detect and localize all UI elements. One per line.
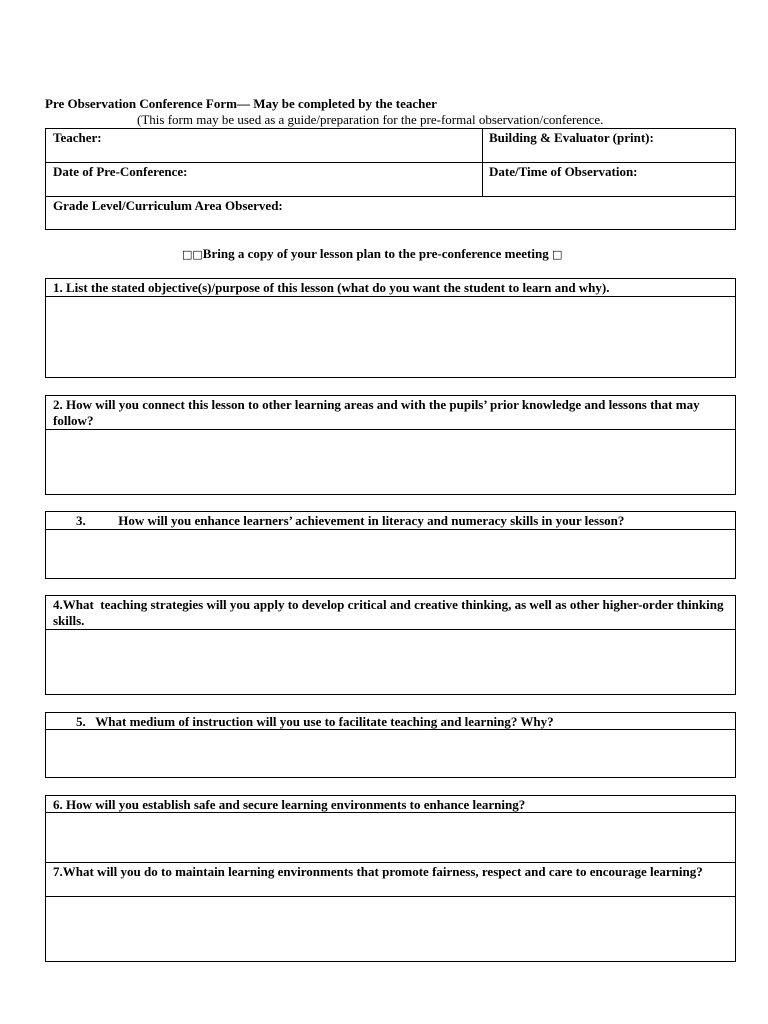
answer-area[interactable] (46, 630, 735, 694)
form-title: Pre Observation Conference Form— May be completed by the teacher (45, 96, 437, 111)
question-label: 7.What will you do to maintain learning environments that promote fairness, respect and care to encourage learning? (53, 864, 703, 879)
answer-area[interactable] (46, 297, 735, 377)
question-box (45, 511, 736, 579)
answer-area[interactable] (46, 897, 735, 961)
question-box (45, 712, 736, 778)
reminder-text: Bring a copy of your lesson plan to the pre-conference meeting (202, 246, 549, 261)
answer-area[interactable] (46, 730, 735, 777)
question-box (45, 395, 736, 495)
answer-area[interactable] (46, 430, 735, 494)
question-label: 3. How will you enhance learners’ achievement in literacy and numeracy skills in your lesson? (76, 513, 625, 528)
question-box (45, 595, 736, 695)
date-time-observation-field[interactable]: Date/Time of Observation: (489, 164, 638, 179)
question-label: 1. List the stated objective(s)/purpose of this lesson (what do you want the student to learn and why). (53, 280, 610, 295)
question-label: 4.What teaching strategies will you apply to develop critical and creative thinking, as well as other higher-order thinking skills. (53, 597, 727, 628)
answer-area[interactable] (46, 813, 735, 862)
question-label: 2. How will you connect this lesson to other learning areas and with the pupils’ prior knowledge and lessons that may follow? (53, 397, 700, 428)
teacher-field[interactable]: Teacher: (53, 130, 102, 145)
question-label: 5. What medium of instruction will you use to facilitate teaching and learning? Why? (76, 714, 554, 729)
question-box (45, 795, 736, 962)
answer-area[interactable] (46, 530, 735, 578)
question-box (45, 278, 736, 378)
question-label: 6. How will you establish safe and secure learning environments to enhance learning? (53, 797, 526, 812)
building-evaluator-field[interactable]: Building & Evaluator (print): (489, 130, 654, 145)
form-subtitle: (This form may be used as a guide/preparation for the pre-formal observation/conference. (137, 112, 604, 127)
date-pre-conference-field[interactable]: Date of Pre-Conference: (53, 164, 188, 179)
grade-level-field[interactable]: Grade Level/Curriculum Area Observed: (53, 198, 283, 213)
checkbox-glyph-icon: □ (551, 248, 563, 261)
lesson-plan-reminder (182, 246, 562, 262)
info-table (45, 128, 736, 230)
checkbox-glyph-icon: □□ (182, 248, 203, 261)
